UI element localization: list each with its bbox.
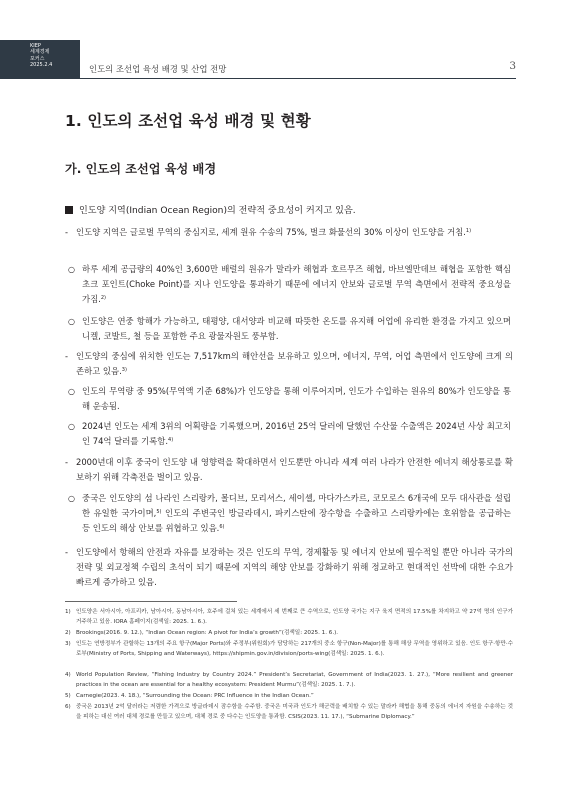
footnote: 4) World Population Review, “Fishing Industry by Country 2024.” President’s Secretariat, Government of India(2023. 1. 27.), “More resilient and greener practices in the ocean are essential for a healthy ecosystem: President Murmu”(검색일: 2025. 1. 7.). <box>65 672 513 689</box>
footnote-ref: 1) <box>465 228 472 234</box>
footnote: 1) 인도양은 서아시아, 아프리카, 남아시아, 동남아시아, 호주에 걸쳐 있는 세계에서 세 번째로 큰 수역으로, 인도양 국가는 지구 육지 면적의 17.5%를 차지하고 약 27억 명의 인구가 거주하고 있음. IORA 홈페이지(검색일: 2025. 1. 6.). <box>65 609 513 626</box>
page-number: 3 <box>509 60 516 72</box>
running-title: 인도의 조선업 육성 배경 및 산업 전망 <box>89 64 227 74</box>
lead-text: 인도양 지역(Indian Ocean Region)의 전략적 중요성이 커지고 있음. <box>79 206 356 216</box>
circle-marker: ○ <box>68 494 75 503</box>
footnote-ref: 6) <box>219 524 225 531</box>
body-item: - 인도양 지역은 글로벌 무역의 중심지로, 세계 원유 수송의 75%, 벌크 화물선의 30% 이상이 인도양을 거침.$^{1)}$ <box>65 225 513 240</box>
body-item: ○ 2024년 인도는 세계 3위의 어획량을 기록했으며, 2016년 25억 달러에 달했던 수산물 수출액은 2024년 사상 최고치인 74억 달러를 기록함.$^{4)}$ <box>68 421 511 447</box>
badge-line: 2025.2.4 <box>30 62 53 69</box>
body-item: ○ 인도의 무역량 중 95%(무역액 기준 68%)가 인도양을 통해 이루어지며, 인도가 수입하는 원유의 80%가 인도양을 통해 운송됨. <box>68 386 511 412</box>
header-badge <box>0 40 80 78</box>
footnote-divider <box>65 601 237 602</box>
dash-marker: - <box>65 547 69 557</box>
body-item: ○ 인도양은 연중 항해가 가능하고, 태평양, 대서양과 비교해 따뜻한 온도를 유지해 어업에 유리한 환경을 가지고 있으며 니켈, 코발트, 철 등을 포함한 주요 광물자원도 풍부함. <box>68 316 511 342</box>
body-item: - 2000년대 이후 중국이 인도양 내 영향력을 확대하면서 인도뿐만 아니라 세계 여러 나라가 안전한 에너지 해상통로를 확보하기 위해 각축전을 벌이고 있음. <box>65 457 513 483</box>
section-heading: 1. 인도의 조선업 육성 배경 및 현황 <box>65 112 311 130</box>
lead-paragraph <box>65 204 513 219</box>
footnote-ref: 4) <box>168 437 174 444</box>
body-item: ○ 중국은 인도양의 섬 나라인 스리랑카, 몰디브, 모리셔스, 세이셸, 마다가스카르, 코모로스 6개국에 모두 대사관을 설립한 유일한 국가이며,$^{5)}$ 인도의 주변국인 방글라데시, 파키스탄에 장수항을 수출하고 스리랑카에는 호위함을 공급하는 등 인도의 해상 안보를 위협하고 있음.$^{6)}$ <box>68 493 512 534</box>
badge-line: 포커스 <box>30 55 45 62</box>
body-text-continued: 인도의 주변국인 방글라데시, 파키스탄에 장수항을 수출하고 스리랑카에는 호위함을 공급하는 등 인도의 해상 안보를 위협하고 있음. <box>82 508 512 534</box>
square-bullet-icon <box>65 206 73 214</box>
circle-marker: ○ <box>68 422 75 431</box>
circle-marker: ○ <box>68 265 75 274</box>
body-item: - 인도양의 중심에 위치한 인도는 7,517km의 해안선을 보유하고 있으며, 에너지, 무역, 어업 측면에서 인도양에 크게 의존하고 있음.$^{3)}$ <box>65 351 513 377</box>
footnote: 6) 중국은 2013년 2억 달러라는 저렴한 가격으로 방글라데시 잠수함을 수주함. 중국은 미국과 인도가 해군력을 배치할 수 있는 말라카 해협을 통해 중동의 에너지 자원을 수송하는 것을 피하는 대신 여러 대체 경로를 만들고 있으며, 대체 경로 중 다수는 인도양을 통과함. CSIS(2023. 11. 17.), “Submarine Diplomacy.” <box>65 704 513 721</box>
footnote: 3) 인도는 연방정부가 관할하는 13개의 주요 항구(Major Ports)와 주정부(위원회)가 담당하는 217개의 중소 항구(Non-Major)를 통해 해상 무역을 영위하고 있음. 인도 항구·항만·수로부(Ministry of Ports, Shipping and Waterways), https://shipmin.gov.in/division/ports-wing(검색일: 2025. 1. 6.). <box>65 641 513 658</box>
badge-line: KIEP <box>30 43 41 49</box>
dash-marker: - <box>65 457 69 467</box>
footnote-ref: 3) <box>121 367 127 374</box>
footnote-ref-inline: 5) <box>156 509 162 516</box>
footnote: 5) Carnegie(2023. 4. 18.), “Surrounding the Ocean: PRC Influence in the Indian Ocean.” <box>65 693 314 699</box>
dash-marker: - <box>65 227 69 237</box>
dash-marker: - <box>65 351 69 361</box>
subsection-heading: 가. 인도의 조선업 육성 배경 <box>65 162 217 176</box>
header-divider <box>0 78 516 79</box>
body-item: ○ 하루 세계 공급량의 40%인 3,600만 배럴의 원유가 말라카 해협과 호르무즈 해협, 바브엘만데브 해협을 포함한 핵심 초크 포인트(Choke Point)를 지나 인도양을 통과하기 때문에 에너지 안보와 글로벌 무역 측면에서 전략적 중요성을 가짐.$^{2)}$ <box>68 264 511 305</box>
circle-marker: ○ <box>68 317 75 326</box>
circle-marker: ○ <box>68 387 75 396</box>
badge-line: 세계경제 <box>30 49 50 56</box>
body-item: - 인도양에서 항해의 안전과 자유를 보장하는 것은 인도의 무역, 경제활동 및 에너지 안보에 필수적일 뿐만 아니라 국가의 전략 및 외교정책 수립의 초석이 되기 때문에 지역의 해양 안보를 강화하기 위해 정교하고 현대적인 선박에 대한 수요가 빠르게 증가하고 있음. <box>65 547 513 588</box>
footnote: 2) Brookings(2016. 9. 12.), “Indian Ocean region: A pivot for India’s growth”(검색일: 2025. 1. 6.). <box>65 630 339 636</box>
footnote-ref: 2) <box>100 295 106 302</box>
